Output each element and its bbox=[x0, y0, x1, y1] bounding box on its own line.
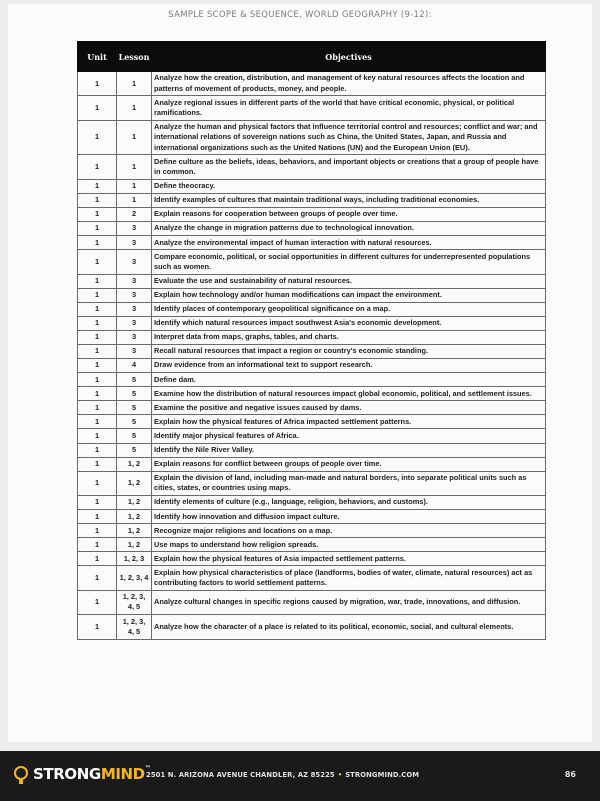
website-link[interactable]: STRONGMIND.COM bbox=[345, 771, 420, 779]
footer-address bbox=[146, 771, 419, 779]
table-row bbox=[78, 302, 546, 316]
lesson-cell: 3 bbox=[117, 222, 152, 236]
lesson-cell: 1, 2, 3, 4, 5 bbox=[117, 590, 152, 614]
objective-cell: Identify the Nile River Valley. bbox=[152, 443, 546, 457]
lesson-cell: 5 bbox=[117, 415, 152, 429]
unit-cell: 1 bbox=[78, 401, 117, 415]
table-row bbox=[78, 552, 546, 566]
lesson-cell: 3 bbox=[117, 344, 152, 358]
unit-cell: 1 bbox=[78, 250, 117, 274]
unit-cell: 1 bbox=[78, 429, 117, 443]
table-row bbox=[78, 415, 546, 429]
table-row bbox=[78, 373, 546, 387]
table-row bbox=[78, 344, 546, 358]
lesson-cell: 1, 2, 3, 4, 5 bbox=[117, 615, 152, 639]
objective-cell: Identify which natural resources impact southwest Asia's economic development. bbox=[152, 316, 546, 330]
lesson-cell: 1 bbox=[117, 96, 152, 120]
table-row bbox=[78, 524, 546, 538]
objective-cell: Define dam. bbox=[152, 373, 546, 387]
table-row bbox=[78, 387, 546, 401]
objective-cell: Identify how innovation and diffusion impact culture. bbox=[152, 510, 546, 524]
lesson-cell: 1, 2 bbox=[117, 524, 152, 538]
table-row bbox=[78, 510, 546, 524]
objective-cell: Analyze the change in migration patterns due to technological innovation. bbox=[152, 222, 546, 236]
unit-cell: 1 bbox=[78, 590, 117, 614]
lesson-cell: 1, 2 bbox=[117, 457, 152, 471]
lesson-cell: 1, 2 bbox=[117, 471, 152, 495]
strongmind-logo bbox=[33, 765, 150, 783]
objective-cell: Analyze regional issues in different parts of the world that have critical economic, physical, or political ramifications. bbox=[152, 96, 546, 120]
unit-cell: 1 bbox=[78, 302, 117, 316]
table-row bbox=[78, 288, 546, 302]
unit-cell: 1 bbox=[78, 496, 117, 510]
page-footer bbox=[0, 751, 600, 801]
page-number: 86 bbox=[564, 770, 576, 779]
objective-cell: Recall natural resources that impact a region or country's economic standing. bbox=[152, 344, 546, 358]
unit-cell: 1 bbox=[78, 344, 117, 358]
objective-cell: Define theocracy. bbox=[152, 179, 546, 193]
unit-cell: 1 bbox=[78, 471, 117, 495]
objective-cell: Analyze how the creation, distribution, and management of key natural resources affects the location and patterns of movement of products, money, and people. bbox=[152, 72, 546, 96]
lesson-cell: 3 bbox=[117, 274, 152, 288]
lightbulb-icon bbox=[14, 766, 28, 780]
table-row bbox=[78, 179, 546, 193]
lesson-cell: 3 bbox=[117, 250, 152, 274]
lesson-cell: 1 bbox=[117, 179, 152, 193]
unit-cell: 1 bbox=[78, 330, 117, 344]
unit-cell: 1 bbox=[78, 316, 117, 330]
objective-cell: Identify elements of culture (e.g., language, religion, behaviors, and customs). bbox=[152, 496, 546, 510]
unit-cell: 1 bbox=[78, 457, 117, 471]
street-address: 2501 N. ARIZONA AVENUE CHANDLER, AZ 85225 bbox=[146, 771, 335, 779]
unit-cell: 1 bbox=[78, 72, 117, 96]
unit-cell: 1 bbox=[78, 373, 117, 387]
objective-cell: Compare economic, political, or social opportunities in different cultures for underrepresented populations such as women. bbox=[152, 250, 546, 274]
unit-cell: 1 bbox=[78, 443, 117, 457]
unit-cell: 1 bbox=[78, 566, 117, 590]
unit-cell: 1 bbox=[78, 193, 117, 207]
table-row bbox=[78, 429, 546, 443]
objective-cell: Identify major physical features of Africa. bbox=[152, 429, 546, 443]
table-row bbox=[78, 590, 546, 614]
objective-cell: Use maps to understand how religion spreads. bbox=[152, 538, 546, 552]
scope-sequence-table bbox=[77, 41, 546, 640]
unit-column-header: Unit bbox=[78, 42, 117, 72]
table-body bbox=[78, 72, 546, 640]
table-row bbox=[78, 274, 546, 288]
document-page bbox=[8, 4, 592, 742]
objective-cell: Interpret data from maps, graphs, tables, and charts. bbox=[152, 330, 546, 344]
objective-cell: Explain how the physical features of Asia impacted settlement patterns. bbox=[152, 552, 546, 566]
logo-text-strong: STRONG bbox=[33, 765, 101, 783]
lesson-cell: 1 bbox=[117, 120, 152, 155]
unit-cell: 1 bbox=[78, 510, 117, 524]
unit-cell: 1 bbox=[78, 120, 117, 155]
table-row bbox=[78, 471, 546, 495]
objective-cell: Explain how the physical features of Africa impacted settlement patterns. bbox=[152, 415, 546, 429]
lesson-cell: 5 bbox=[117, 443, 152, 457]
objective-cell: Analyze cultural changes in specific regions caused by migration, war, trade, innovations, and diffusion. bbox=[152, 590, 546, 614]
table-row bbox=[78, 615, 546, 639]
unit-cell: 1 bbox=[78, 96, 117, 120]
separator-dot: • bbox=[337, 771, 343, 779]
lesson-cell: 1, 2, 3, 4 bbox=[117, 566, 152, 590]
objective-cell: Examine the positive and negative issues caused by dams. bbox=[152, 401, 546, 415]
unit-cell: 1 bbox=[78, 288, 117, 302]
table-row bbox=[78, 330, 546, 344]
lesson-cell: 5 bbox=[117, 373, 152, 387]
lesson-cell: 1 bbox=[117, 155, 152, 179]
lesson-cell: 1 bbox=[117, 72, 152, 96]
lesson-cell: 3 bbox=[117, 288, 152, 302]
table-row bbox=[78, 72, 546, 96]
lesson-cell: 3 bbox=[117, 236, 152, 250]
objective-cell: Recognize major religions and locations on a map. bbox=[152, 524, 546, 538]
table-row bbox=[78, 566, 546, 590]
table-row bbox=[78, 538, 546, 552]
lesson-cell: 4 bbox=[117, 359, 152, 373]
unit-cell: 1 bbox=[78, 359, 117, 373]
lesson-cell: 2 bbox=[117, 207, 152, 221]
table-row bbox=[78, 316, 546, 330]
unit-cell: 1 bbox=[78, 524, 117, 538]
unit-cell: 1 bbox=[78, 236, 117, 250]
lesson-cell: 3 bbox=[117, 316, 152, 330]
table-row bbox=[78, 443, 546, 457]
unit-cell: 1 bbox=[78, 387, 117, 401]
unit-cell: 1 bbox=[78, 615, 117, 639]
objective-cell: Evaluate the use and sustainability of natural resources. bbox=[152, 274, 546, 288]
table-row bbox=[78, 496, 546, 510]
table-row bbox=[78, 155, 546, 179]
table-row bbox=[78, 250, 546, 274]
unit-cell: 1 bbox=[78, 207, 117, 221]
lesson-cell: 1, 2, 3 bbox=[117, 552, 152, 566]
lesson-cell: 1, 2 bbox=[117, 510, 152, 524]
objective-cell: Analyze how the character of a place is related to its political, economic, social, and cultural elements. bbox=[152, 615, 546, 639]
objective-cell: Explain reasons for conflict between groups of people over time. bbox=[152, 457, 546, 471]
objective-cell: Draw evidence from an informational text to support research. bbox=[152, 359, 546, 373]
objective-cell: Explain how technology and/or human modifications can impact the environment. bbox=[152, 288, 546, 302]
logo-text-mind: MIND bbox=[100, 765, 145, 783]
lesson-cell: 5 bbox=[117, 387, 152, 401]
table-row bbox=[78, 401, 546, 415]
unit-cell: 1 bbox=[78, 222, 117, 236]
table-row bbox=[78, 207, 546, 221]
lesson-cell: 1, 2 bbox=[117, 538, 152, 552]
unit-cell: 1 bbox=[78, 415, 117, 429]
table-row bbox=[78, 193, 546, 207]
objective-cell: Explain reasons for cooperation between groups of people over time. bbox=[152, 207, 546, 221]
lesson-cell: 5 bbox=[117, 401, 152, 415]
lesson-cell: 1, 2 bbox=[117, 496, 152, 510]
objective-cell: Explain how physical characteristics of place (landforms, bodies of water, climate, natural resources) act as contributing factors to world settlement patterns. bbox=[152, 566, 546, 590]
table-row bbox=[78, 96, 546, 120]
unit-cell: 1 bbox=[78, 538, 117, 552]
objective-cell: Examine how the distribution of natural resources impact global economic, political, and settlement issues. bbox=[152, 387, 546, 401]
unit-cell: 1 bbox=[78, 274, 117, 288]
objective-cell: Analyze the environmental impact of human interaction with natural resources. bbox=[152, 236, 546, 250]
objective-cell: Identify places of contemporary geopolitical significance on a map. bbox=[152, 302, 546, 316]
table-row bbox=[78, 120, 546, 155]
lesson-column-header: Lesson bbox=[117, 42, 152, 72]
lesson-cell: 1 bbox=[117, 193, 152, 207]
document-title: SAMPLE SCOPE & SEQUENCE, WORLD GEOGRAPHY (9-12): bbox=[168, 10, 432, 20]
unit-cell: 1 bbox=[78, 179, 117, 193]
table-row bbox=[78, 359, 546, 373]
objective-cell: Analyze the human and physical factors that influence territorial control and resources; conflict and war; and international relations of sovereign nations such as China, the United States, Japan, and Russia and international organizations such as the United Nations (UN) and the European Union (EU). bbox=[152, 120, 546, 155]
lesson-cell: 3 bbox=[117, 302, 152, 316]
objective-cell: Explain the division of land, including man-made and natural borders, into separate political units such as cities, states, or countries using maps. bbox=[152, 471, 546, 495]
unit-cell: 1 bbox=[78, 155, 117, 179]
table-header-row bbox=[78, 42, 546, 72]
objective-cell: Define culture as the beliefs, ideas, behaviors, and important objects or creations that a group of people have in common. bbox=[152, 155, 546, 179]
lesson-cell: 3 bbox=[117, 330, 152, 344]
trademark-symbol: ™ bbox=[144, 765, 151, 772]
table-row bbox=[78, 236, 546, 250]
table-row bbox=[78, 457, 546, 471]
unit-cell: 1 bbox=[78, 552, 117, 566]
objective-cell: Identify examples of cultures that maintain traditional ways, including traditional economies. bbox=[152, 193, 546, 207]
objectives-column-header: Objectives bbox=[152, 42, 546, 72]
lesson-cell: 5 bbox=[117, 429, 152, 443]
table-row bbox=[78, 222, 546, 236]
